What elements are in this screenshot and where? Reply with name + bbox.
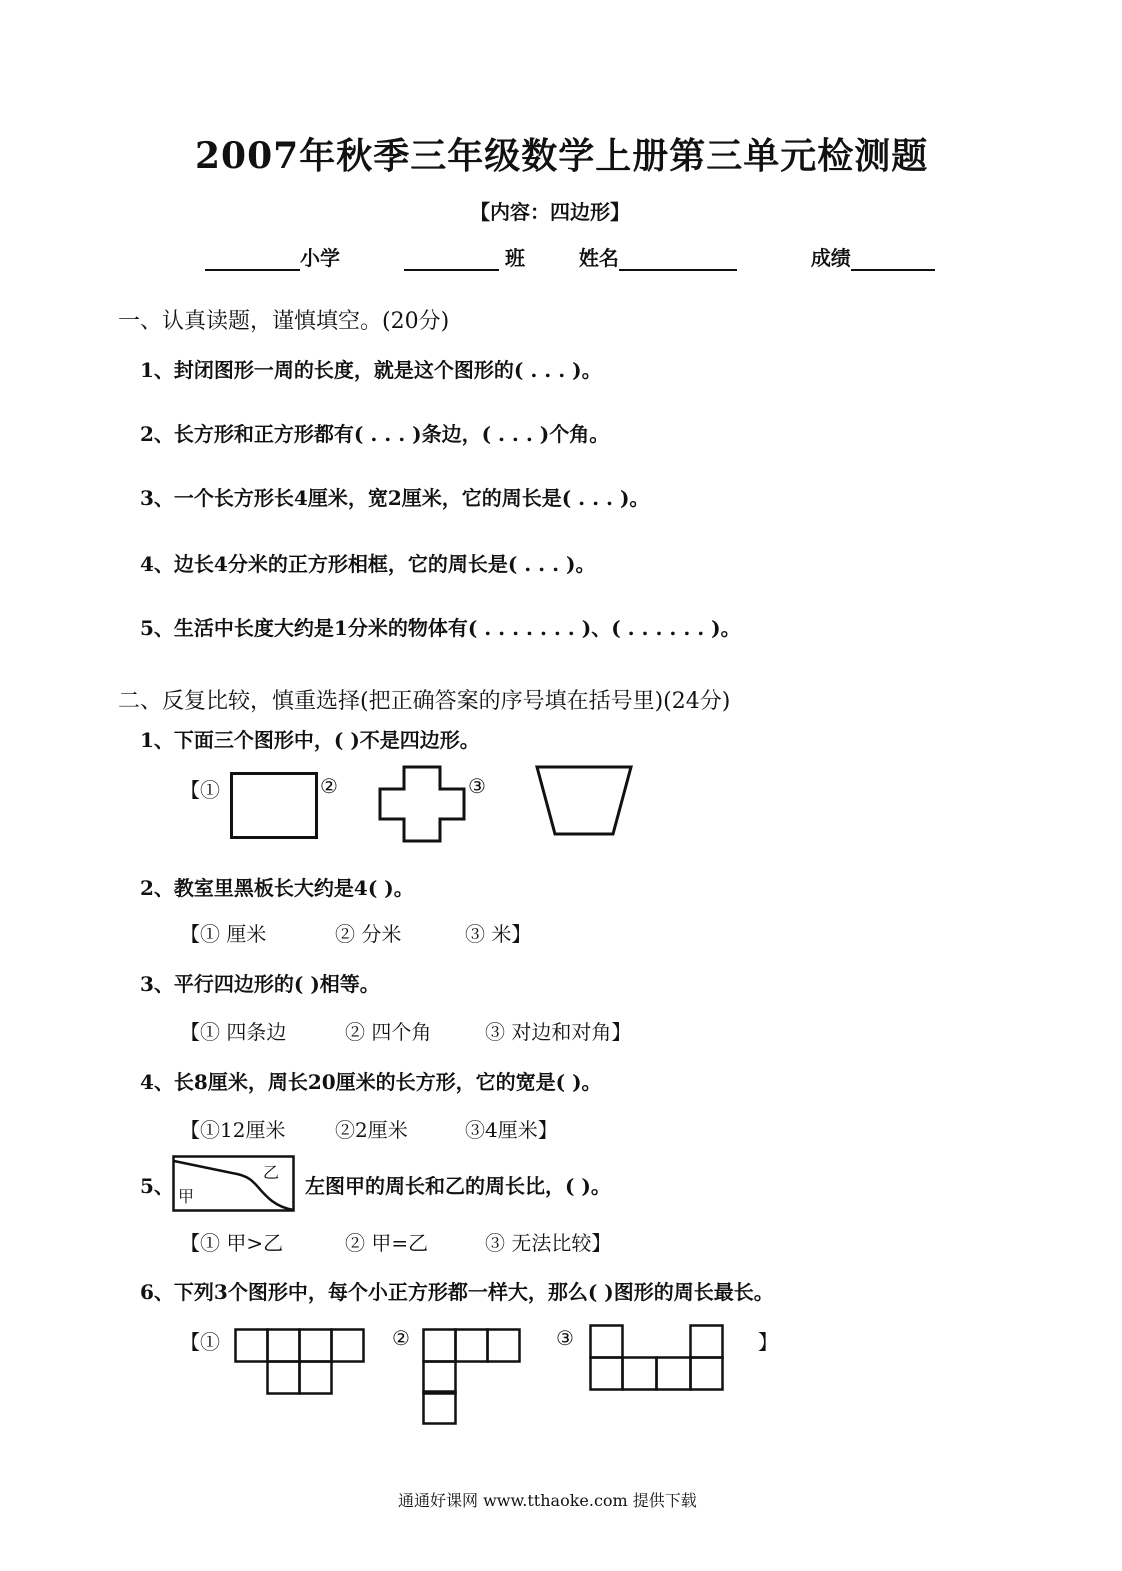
q2-option-3: ③ 米】 — [465, 922, 532, 946]
q5-option-2: ② 甲=乙 — [345, 1231, 429, 1255]
s2-question-6: 6、下列3个图形中，每个小正方形都一样大，那么( )图形的周长最长。 — [140, 1280, 774, 1304]
s1-question-4: 4、边长4分米的正方形相框，它的周长是( . . . )。 — [140, 552, 596, 576]
q2-option-2: ② 分米 — [335, 922, 402, 946]
q6-figure-1 — [234, 1328, 366, 1396]
page-subtitle: 【内容：四边形】 — [470, 200, 630, 224]
score-label: 成绩 — [810, 246, 851, 270]
s1-question-3: 3、一个长方形长4厘米，宽2厘米，它的周长是( . . . )。 — [140, 486, 650, 510]
q4-option-3: ③4厘米】 — [465, 1118, 558, 1142]
school-blank[interactable] — [205, 247, 300, 271]
q6-option-3-label: ③ — [556, 1326, 574, 1350]
q1-shape-trapezoid — [535, 765, 635, 837]
q1-option-2-label: ② — [320, 774, 338, 798]
s2-question-2: 2、教室里黑板长大约是4( )。 — [140, 876, 414, 900]
q6-figure-2 — [422, 1328, 522, 1426]
s2-question-5-number: 5、 — [140, 1174, 174, 1198]
s1-question-5: 5、生活中长度大约是1分米的物体有( . . . . . . . )、( . . . . . . )。 — [140, 616, 741, 640]
q1-option-1-label: 【① — [180, 778, 220, 802]
q3-option-2: ② 四个角 — [345, 1020, 432, 1044]
s2-question-1: 1、下面三个图形中，( )不是四边形。 — [140, 728, 480, 752]
q5-label-jia: 甲 — [178, 1187, 195, 1206]
school-label: 小学 — [300, 246, 340, 270]
q5-option-3: ③ 无法比较】 — [485, 1231, 612, 1255]
q4-option-2: ②2厘米 — [335, 1118, 408, 1142]
q6-option-2-label: ② — [392, 1326, 410, 1350]
s2-question-3: 3、平行四边形的( )相等。 — [140, 972, 380, 996]
q2-option-1: 【① 厘米 — [180, 922, 267, 946]
q4-option-1: 【①12厘米 — [180, 1118, 286, 1142]
class-label: 班 — [504, 246, 525, 270]
q1-shape-rectangle — [230, 772, 320, 840]
score-blank[interactable] — [851, 247, 935, 271]
page-title: 2007年秋季三年级数学上册第三单元检测题 — [195, 135, 929, 177]
q1-option-3-label: ③ — [468, 774, 486, 798]
s2-question-5: 左图甲的周长和乙的周长比，( )。 — [305, 1174, 611, 1198]
student-info-row — [205, 242, 935, 271]
name-label: 姓名 — [578, 246, 619, 270]
s2-question-4: 4、长8厘米，周长20厘米的长方形，它的宽是( )。 — [140, 1070, 602, 1094]
s1-question-1: 1、封闭图形一周的长度，就是这个图形的( . . . )。 — [140, 358, 602, 382]
q6-option-1-label: 【① — [180, 1330, 220, 1354]
q1-shape-cross — [378, 765, 468, 845]
q3-option-3: ③ 对边和对角】 — [485, 1020, 632, 1044]
q6-figure-3 — [589, 1324, 725, 1392]
q5-option-1: 【① 甲>乙 — [180, 1231, 284, 1255]
q3-option-1: 【① 四条边 — [180, 1020, 287, 1044]
s1-question-2: 2、长方形和正方形都有( . . . )条边，( . . . )个角。 — [140, 422, 610, 446]
footer-credit: 通通好课网 www.tthaoke.com 提供下载 — [398, 1491, 697, 1510]
class-blank[interactable] — [404, 247, 499, 271]
name-blank[interactable] — [619, 247, 737, 271]
q6-bracket-close: 】 — [758, 1330, 778, 1354]
section1-heading: 一、认真读题，谨慎填空。(20分) — [118, 309, 450, 334]
section2-heading: 二、反复比较，慎重选择(把正确答案的序号填在括号里)(24分) — [118, 689, 731, 714]
q5-label-yi: 乙 — [263, 1163, 280, 1182]
